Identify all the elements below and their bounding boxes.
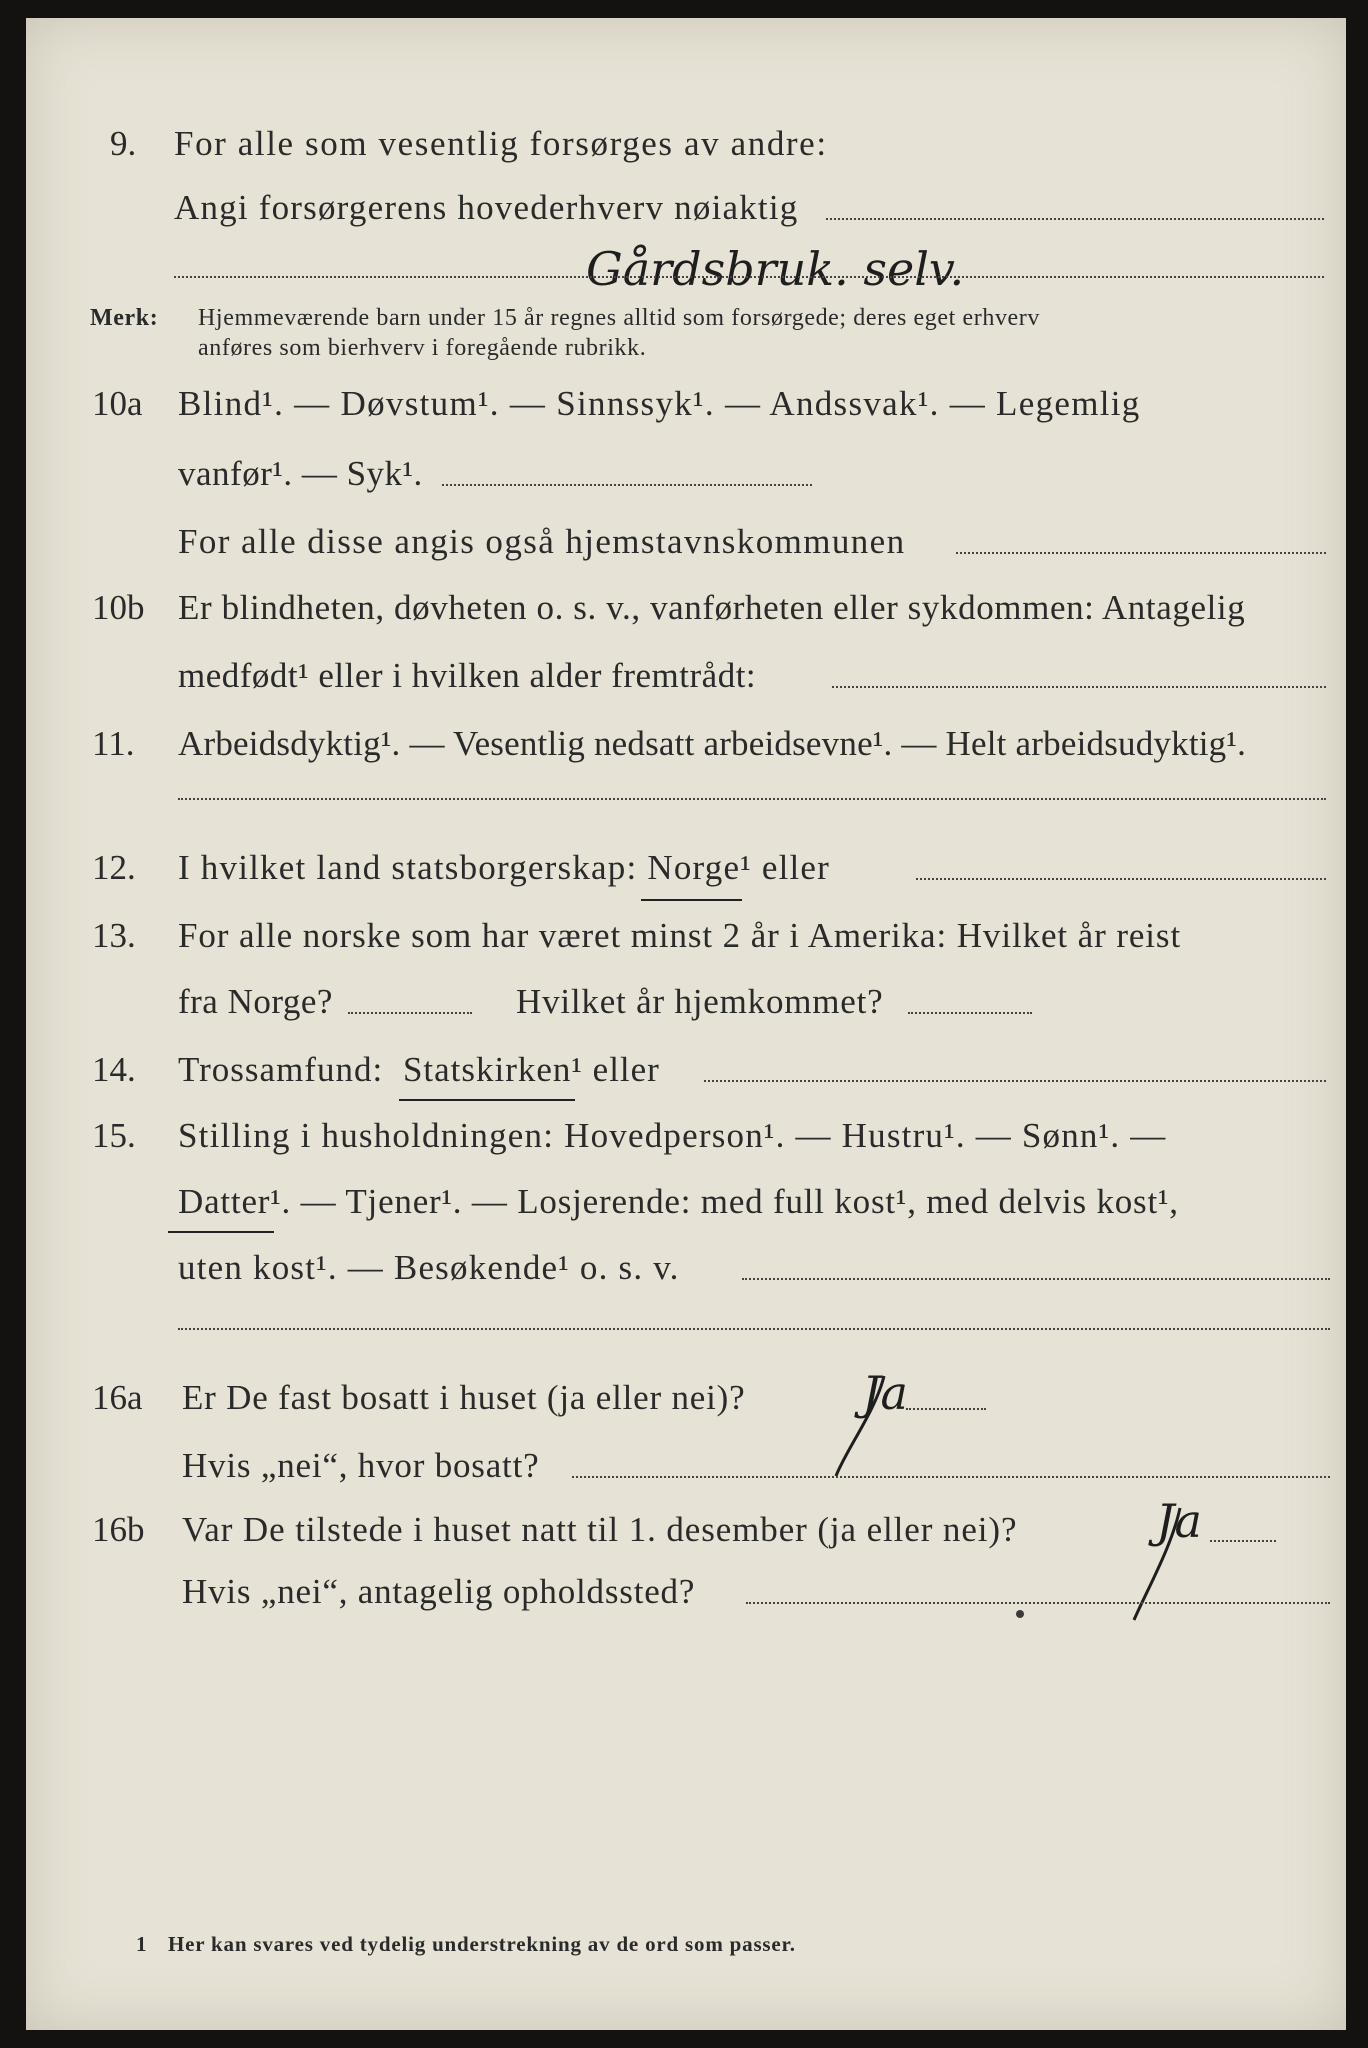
q16b-handwritten-answer: Ja — [1156, 1494, 1202, 1548]
q12-underlined-option — [647, 848, 740, 887]
q10b-line2-fill — [832, 686, 1326, 688]
q12-prefix: I hvilket land statsborgerskap: — [178, 848, 638, 887]
footnote-mark: 1 — [136, 1932, 148, 1956]
q15-underlined-option — [178, 1182, 270, 1221]
q10a-line1: Blind¹. — Døvstum¹. — Sinnssyk¹. — Andssvak¹. — Legemlig — [178, 384, 1141, 423]
q15-number: 15. — [92, 1116, 136, 1155]
q14-prefix: Trossamfund: — [178, 1050, 384, 1089]
q12-fill — [916, 878, 1326, 880]
q12-underline-mark — [641, 899, 742, 901]
q10a-line2-fill — [442, 484, 812, 486]
q13-line2a: fra Norge? — [178, 982, 333, 1021]
ink-spot — [1016, 1610, 1024, 1618]
q14-underline-mark — [399, 1099, 575, 1101]
merk-line2: anføres som bierhverv i foregående rubrikk. — [198, 335, 647, 361]
q15-line3-fill — [742, 1278, 1330, 1280]
q12-line — [178, 850, 830, 885]
q9-line2: Angi forsørgerens hovederhverv nøiaktig — [174, 188, 799, 227]
q9-answer-line — [174, 276, 1324, 278]
q15-underline-mark — [168, 1231, 274, 1233]
q15-line3: uten kost¹. — Besøkende¹ o. s. v. — [178, 1248, 680, 1287]
q9-line2-fill — [826, 218, 1324, 220]
q9-number: 9. — [110, 124, 137, 163]
q16a-handwritten-answer: Ja — [862, 1366, 908, 1420]
q15-answer-line — [178, 1328, 1330, 1330]
q13-number: 13. — [92, 916, 136, 955]
q13-line2a-fill — [348, 1012, 472, 1014]
q13-line2b: Hvilket år hjemkommet? — [516, 982, 884, 1021]
census-form-page — [26, 18, 1346, 2030]
q9-line1: For alle som vesentlig forsørges av andre: — [174, 124, 828, 163]
q11-number: 11. — [92, 724, 135, 763]
q16b-line2-fill — [746, 1602, 1330, 1604]
q16b-number: 16b — [92, 1510, 145, 1549]
q16a-line2-fill — [572, 1476, 1330, 1478]
q16b-line1-fill — [1210, 1540, 1276, 1542]
q16a-number: 16a — [92, 1378, 143, 1417]
q16a-line1: Er De fast bosatt i huset (ja eller nei)? — [182, 1378, 746, 1417]
q10a-line2: vanfør¹. — Syk¹. — [178, 454, 423, 493]
q16a-line2: Hvis „nei“, hvor bosatt? — [182, 1446, 540, 1485]
q11-answer-line — [178, 798, 1326, 800]
q15-line1: Stilling i husholdningen: Hovedperson¹. — Hustru¹. — Sønn¹. — — [178, 1116, 1167, 1155]
q16a-pen-stroke — [806, 1370, 896, 1486]
footnote-text: Her kan svares ved tydelig understrekning av de ord som passer. — [168, 1932, 796, 1956]
merk-label: Merk: — [90, 305, 159, 331]
q14-underlined-text: Statskirken — [402, 1050, 572, 1089]
q10a-line3: For alle disse angis også hjemstavnskommunen — [178, 522, 906, 561]
q10b-line1: Er blindheten, døvheten o. s. v., vanførheten eller sykdommen: Antagelig — [178, 588, 1246, 627]
q9-handwritten-answer: Gårdsbruk. selv. — [586, 242, 965, 296]
q14-fill — [704, 1080, 1326, 1082]
q16a-line1-fill — [906, 1408, 986, 1410]
q15-line2-row — [178, 1184, 1179, 1219]
q15-line2: ¹. — Tjener¹. — Losjerende: med full kost¹, med delvis kost¹, — [270, 1182, 1179, 1221]
q10a-number: 10a — [92, 384, 143, 423]
q11-line1: Arbeidsdyktig¹. — Vesentlig nedsatt arbeidsevne¹. — Helt arbeidsudyktig¹. — [178, 724, 1247, 763]
q12-underlined-text: Norge — [647, 848, 741, 887]
q14-number: 14. — [92, 1050, 136, 1089]
q15-underlined-text: Datter — [178, 1182, 271, 1221]
q14-line — [178, 1052, 660, 1087]
q14-suffix: ¹ eller — [571, 1050, 660, 1089]
q16b-line1: Var De tilstede i huset natt til 1. desember (ja eller nei)? — [182, 1510, 1018, 1549]
q13-line2b-fill — [908, 1012, 1032, 1014]
q16b-pen-stroke — [1106, 1502, 1196, 1628]
q14-underlined-option — [403, 1050, 571, 1089]
q10b-line2: medfødt¹ eller i hvilken alder fremtrådt: — [178, 656, 757, 695]
q12-suffix: ¹ eller — [740, 848, 831, 887]
q10a-line3-fill — [956, 552, 1326, 554]
q16b-line2: Hvis „nei“, antagelig opholdssted? — [182, 1572, 696, 1611]
merk-line1: Hjemmeværende barn under 15 år regnes alltid som forsørgede; deres eget erhverv — [198, 305, 1041, 331]
q13-line1: For alle norske som har været minst 2 år i Amerika: Hvilket år reist — [178, 916, 1182, 955]
q10b-number: 10b — [92, 588, 145, 627]
q12-number: 12. — [92, 848, 136, 887]
